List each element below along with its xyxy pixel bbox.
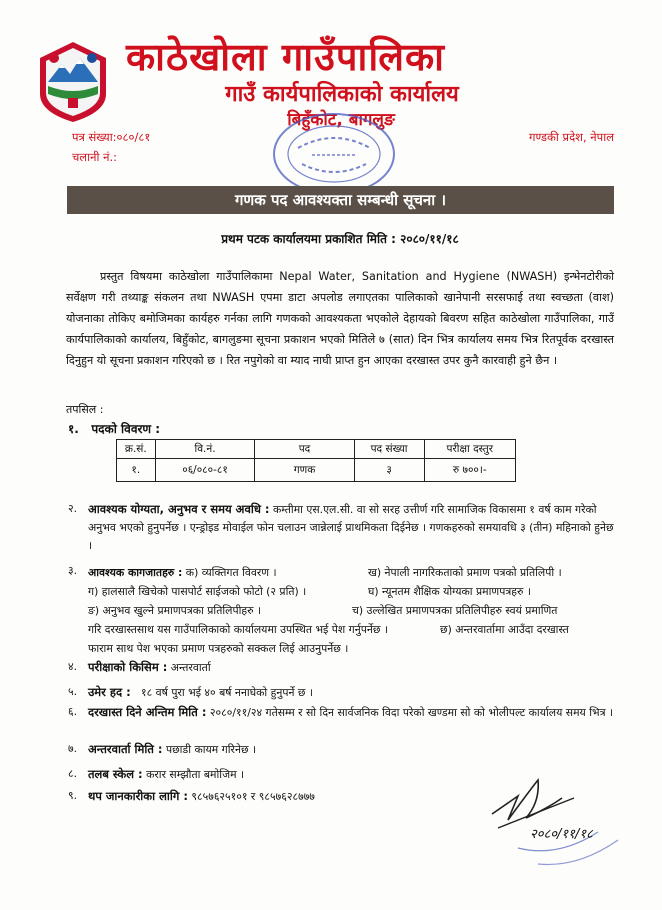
section-4 <box>68 658 616 677</box>
notice-title-banner: गणक पद आवश्यक्ता सम्बन्धी सूचना । <box>67 186 614 214</box>
intro-paragraph: प्रस्तुत विषयमा काठेखोला गाउँपालिकामा Nepal Water, Sanitation and Hygiene (NWASH) इन्भेनटोरीको सर्वेक्षण गरी तथ्याङ्क संकलन तथा NWASH एपमा डाटा अपलोड लगाएतका पालिकाको खानेपानी सरसफाई तथा स्वच्छता (वाश) योजनाका तोकिए बमोजिमका कार्यहरु गर्नका लागि गणकको आवश्यकता भएकोले देहायको बिवरण सहित काठेखोला गाउँपालिका, गाउँ कार्यपालिकाको कार्यालय, बिहुँकोट, बागलुङमा सूचना प्रकाशन भएको मितिले ७ (सात) दिन भित्र कार्यालय समय भित्र रितपूर्वक दरखास्त दिनुहुन यो सूचना प्रकाशन गरिएको छ । रित नपुगेको वा म्याद नाघी प्राप्त हुन आएका दरखास्त उपर कुनै कारवाही हुने छैन । <box>66 270 614 367</box>
details-label: तपसिल : <box>66 403 104 416</box>
reference-number: पत्र संख्या:०८०/८१ <box>72 130 151 144</box>
section-8-title: तलब स्केल : <box>88 767 143 781</box>
section-5 <box>68 683 616 702</box>
section-7 <box>68 740 616 759</box>
required-documents <box>88 564 618 659</box>
table-cell: ०६/०८०-८१ <box>155 459 255 482</box>
table-cell: रु ७००।- <box>424 459 515 482</box>
section-6-text: २०८०/११/२४ गतेसम्म र सो दिन सार्वजनिक विदा परेको खण्डमा सो को भोलीपल्ट कार्यालय समय भित्र । <box>209 706 614 719</box>
section-6 <box>68 703 616 722</box>
dispatch-number: चलानी नं.: <box>72 150 118 164</box>
section-8-number: ८. <box>68 767 78 780</box>
doc-item-kha: ख) नेपाली नागरिकताको प्रमाण पत्रको प्रतिलिपी । <box>368 566 562 579</box>
section-4-text: अन्तरवार्ता <box>170 661 211 674</box>
section-5-number: ५. <box>68 685 78 698</box>
doc-item-ga: ग) हालसालै खिचेको पासपोर्ट साईजको फोटो (२ प्रति) । <box>88 585 307 598</box>
column-header: पद संख्या <box>354 440 424 459</box>
section-1-number: १. <box>68 422 79 436</box>
doc-item-chha-cont: फाराम साथ पेश भएका प्रमाण पत्रहरुको सक्कल लिई आउनुपर्नेछ । <box>88 642 349 655</box>
published-date: प्रथम पटक कार्यालयमा प्रकाशित मिति : २०८०/११/१८ <box>221 232 459 246</box>
signature-icon <box>478 768 628 878</box>
section-2-title: आवश्यक योग्यता, अनुभव र समय अवधि : <box>88 502 270 516</box>
section-3-number: ३. <box>68 564 78 577</box>
section-6-title: दरखास्त दिने अन्तिम मिति : <box>88 705 207 719</box>
section-3-title: आवश्यक कागजातहरु : <box>88 566 183 579</box>
section-5-text: १८ वर्ष पुरा भई ४० बर्ष ननाघेको हुनुपर्ने छ । <box>141 686 313 699</box>
province-label: गण्डकी प्रदेश, नेपाल <box>528 130 614 144</box>
section-2 <box>68 500 616 555</box>
section-9-number: ९. <box>68 789 78 802</box>
section-6-number: ६. <box>68 705 78 718</box>
section-1-heading <box>68 420 160 437</box>
column-header: वि.नं. <box>155 440 255 459</box>
column-header: पद <box>255 440 354 459</box>
municipality-name: काठेखोला गाउँपालिका <box>126 35 445 79</box>
signature-date: २०८०/११/१८ <box>530 827 593 842</box>
section-5-title: उमेर हद : <box>88 685 131 699</box>
section-2-number: २. <box>68 502 78 515</box>
section-7-number: ७. <box>68 742 78 755</box>
section-8-text: करार सम्झौता बमोजिम । <box>146 768 245 781</box>
section-9-title: थप जानकारीका लागि : <box>88 789 188 803</box>
doc-item-cha: च) उल्लेखित प्रमाणपत्रका प्रतिलिपीहरु स्वयं प्रमाणित <box>352 604 558 617</box>
municipality-emblem-icon <box>34 38 112 124</box>
table-cell: १. <box>117 459 156 482</box>
doc-item-ka: क) व्यक्तिगत विवरण । <box>185 566 277 579</box>
column-header: क्र.सं. <box>117 440 156 459</box>
section-7-title: अन्तरवार्ता मिति : <box>88 742 163 756</box>
doc-item-chha: छ) अन्तरवार्तामा आउँदा दरखास्त <box>440 623 569 636</box>
section-4-title: परीक्षाको किसिम : <box>88 660 168 674</box>
doc-item-cha-cont: गरि दरखास्तसाथ यस गाउँपालिकाको कार्यालयमा उपस्थित भई पेश गर्नुपर्नेछ । <box>88 623 388 636</box>
section-2-text: कम्तीमा एस.एल.सी. वा सो सरह उत्तीर्ण गरि सामाजिक विकासमा १ वर्ष काम गरेको अनुभव भएको हुनुपर्नेछ । एन्ड्रोइड मोवाईल फोन चलाउन जान्नेलाई प्राथमिकता दिईनेछ । गणकहरुको समयावधि ३ (तीन) महिनाको हुनेछ । <box>88 503 614 552</box>
table-row <box>117 459 516 482</box>
office-address: बिहुँकोट, बागलुङ <box>287 110 395 130</box>
section-9-text: ९८५७६२५१०१ र ९८५७६२८७७७ <box>191 790 315 803</box>
section-1-title: पदको विवरण : <box>91 422 161 436</box>
section-7-text: पछाडी कायम गरिनेछ । <box>165 743 257 756</box>
doc-item-nga: ङ) अनुभव खुल्ने प्रमाणपत्रका प्रतिलिपीहरु । <box>88 604 262 617</box>
post-details-table <box>116 439 516 482</box>
section-4-number: ४. <box>68 660 78 673</box>
doc-item-gha: घ) न्यूनतम शैक्षिक योग्यका प्रमाणपत्रहरु । <box>368 585 531 598</box>
table-cell: ३ <box>354 459 424 482</box>
column-header: परीक्षा दस्तुर <box>424 440 515 459</box>
table-cell: गणक <box>255 459 354 482</box>
table-header-row <box>117 440 516 459</box>
office-name: गाउँ कार्यपालिकाको कार्यालय <box>225 82 459 107</box>
